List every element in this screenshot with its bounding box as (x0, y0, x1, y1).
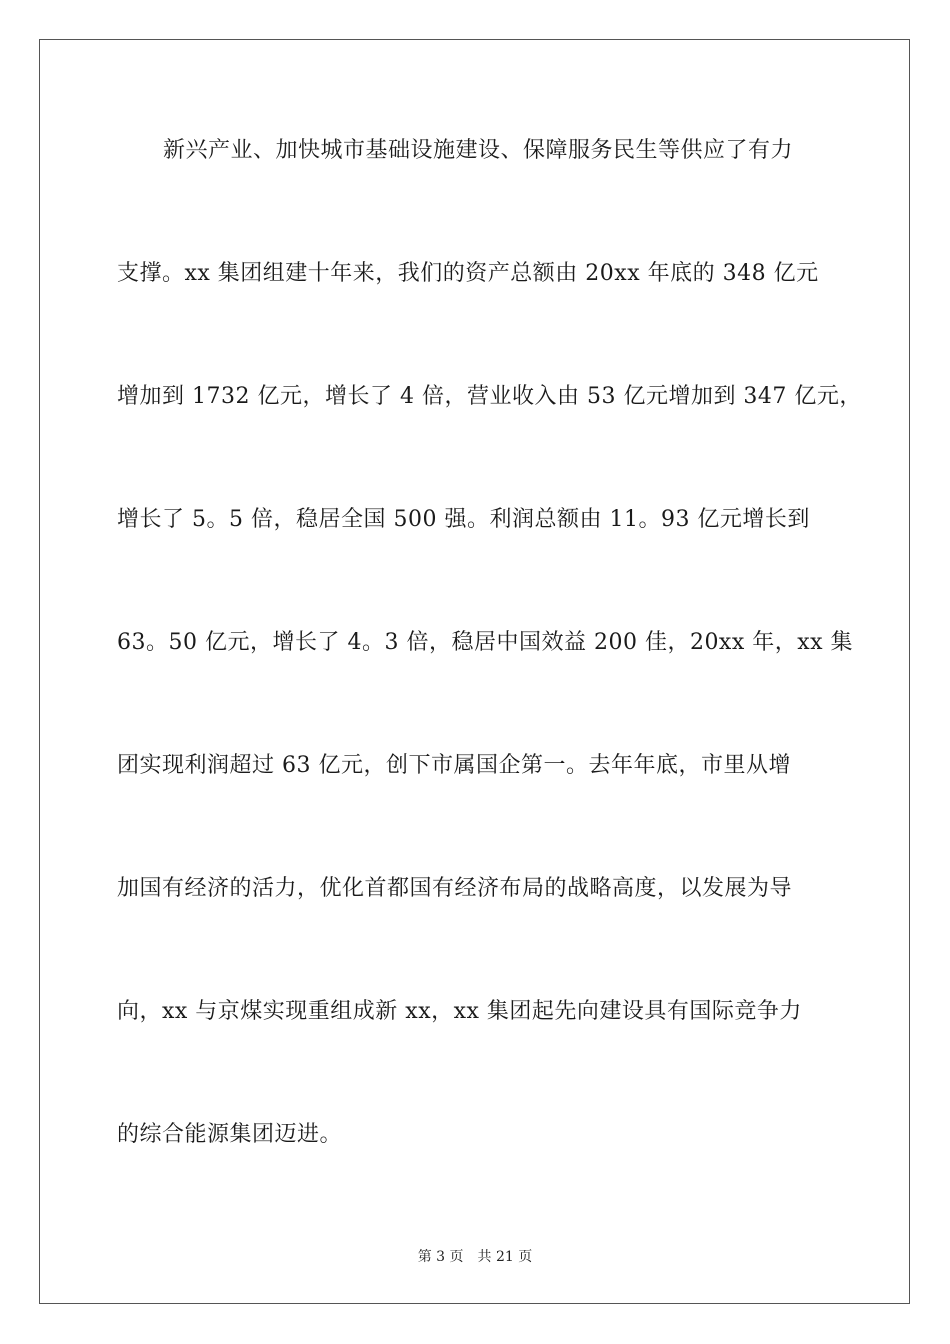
page-number: 第 3 页 (417, 1249, 464, 1265)
total-pages: 共 21 页 (477, 1249, 533, 1265)
body-text-line-8: 向，xx 与京煤实现重组成新 xx，xx 集团起先向建设具有国际竞争力 (117, 999, 802, 1024)
body-text-line-3: 增加到 1732 亿元，增长了 4 倍，营业收入由 53 亿元增加到 347 亿元， (117, 384, 862, 409)
body-text-line-9: 的综合能源集团迈进。 (117, 1122, 343, 1147)
body-text-line-5: 63。50 亿元，增长了 4。3 倍，稳居中国效益 200 佳，20xx 年，xx 集 (117, 630, 854, 655)
body-text-line-6: 团实现利润超过 63 亿元，创下市属国企第一。去年年底，市里从增 (117, 753, 791, 778)
body-text-line-4: 增长了 5。5 倍，稳居全国 500 强。利润总额由 11。93 亿元增长到 (117, 507, 810, 532)
body-text-line-2: 支撑。xx 集团组建十年来，我们的资产总额由 20xx 年底的 348 亿元 (117, 261, 819, 286)
page-frame (39, 39, 910, 1304)
page-footer (0, 1248, 950, 1266)
body-text-line-1: 新兴产业、加快城市基础设施建设、保障服务民生等供应了有力 (163, 138, 794, 163)
body-text-line-7: 加国有经济的活力，优化首都国有经济布局的战略高度，以发展为导 (117, 876, 793, 901)
